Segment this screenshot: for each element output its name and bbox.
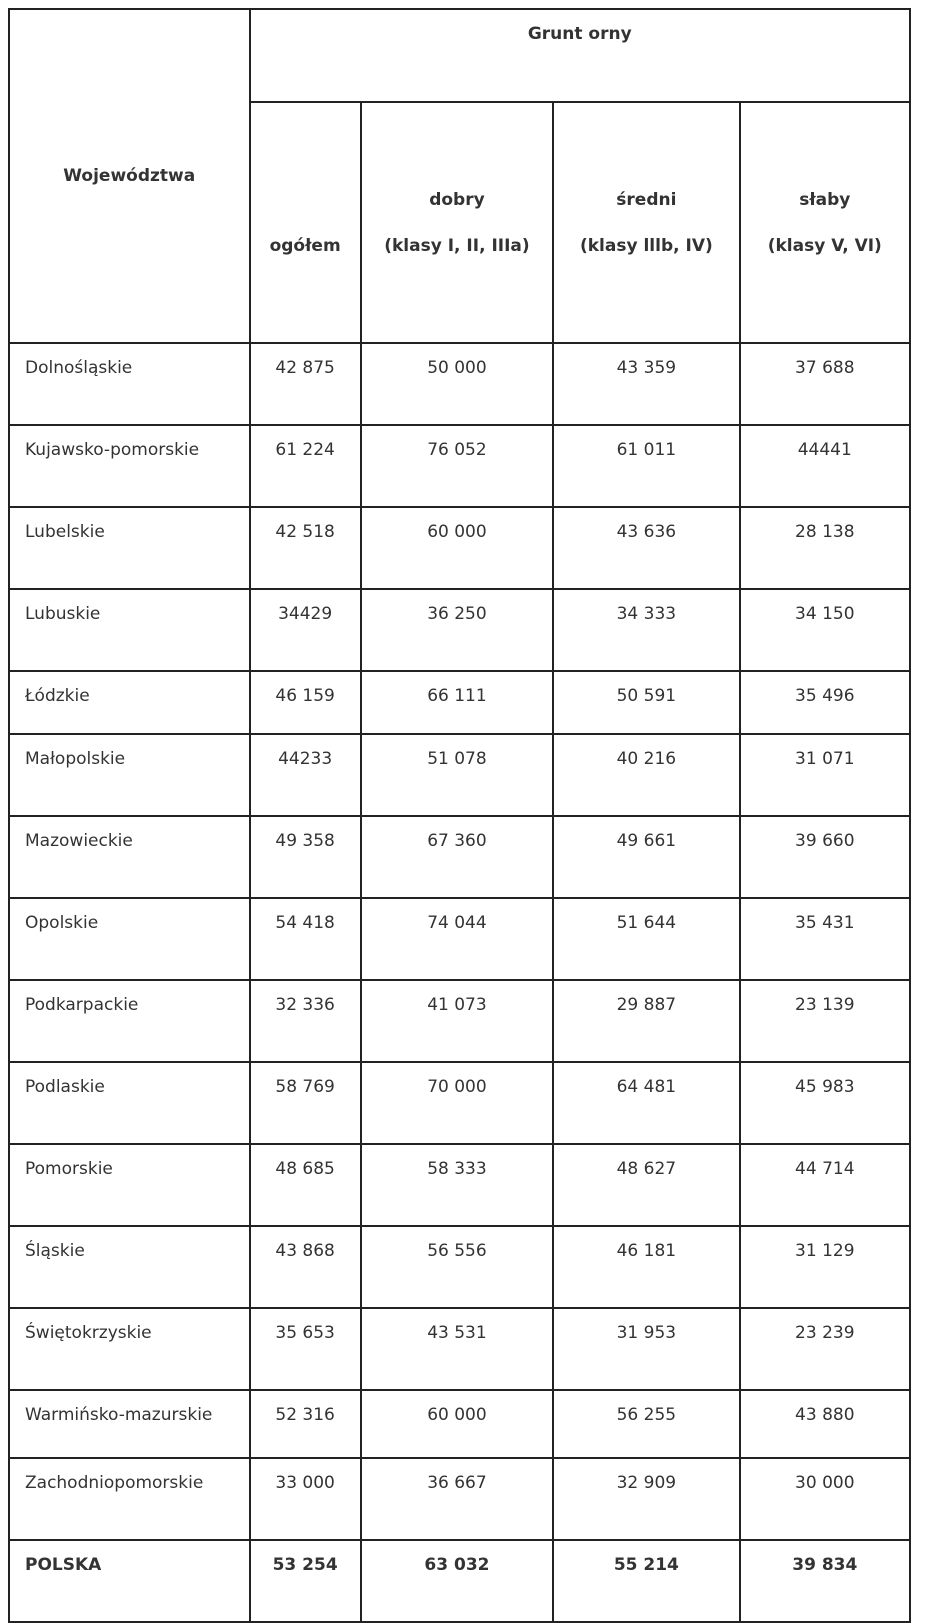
medium-price-cell: 48 627: [553, 1144, 739, 1226]
medium-header-line2: (klasy lllb, IV): [579, 235, 713, 256]
good-header: [361, 102, 553, 343]
medium-price-cell: 34 333: [553, 589, 739, 671]
table-row: [9, 1144, 910, 1226]
weak-price-cell: 39 834: [740, 1540, 910, 1622]
table-row: [9, 507, 910, 589]
table-row: [9, 1390, 910, 1458]
region-name-cell: POLSKA: [9, 1540, 250, 1622]
good-price-cell: 43 531: [361, 1308, 553, 1390]
total-price-cell: 49 358: [250, 816, 361, 898]
total-price-cell: 42 875: [250, 343, 361, 425]
table-row: [9, 980, 910, 1062]
region-name-cell: Podkarpackie: [9, 980, 250, 1062]
weak-price-cell: 43 880: [740, 1390, 910, 1458]
region-name-cell: Warmińsko-mazurskie: [9, 1390, 250, 1458]
medium-price-cell: 64 481: [553, 1062, 739, 1144]
medium-price-cell: 46 181: [553, 1226, 739, 1308]
good-price-cell: 63 032: [361, 1540, 553, 1622]
good-price-cell: 50 000: [361, 343, 553, 425]
table-row: [9, 589, 910, 671]
region-name-cell: Podlaskie: [9, 1062, 250, 1144]
total-price-cell: 52 316: [250, 1390, 361, 1458]
medium-price-cell: 29 887: [553, 980, 739, 1062]
weak-price-cell: 28 138: [740, 507, 910, 589]
medium-price-cell: 49 661: [553, 816, 739, 898]
good-price-cell: 67 360: [361, 816, 553, 898]
good-price-cell: 51 078: [361, 734, 553, 816]
good-header-line2: (klasy I, II, IIIa): [384, 235, 530, 256]
region-name-cell: Zachodniopomorskie: [9, 1458, 250, 1540]
good-price-cell: 60 000: [361, 507, 553, 589]
weak-price-cell: 37 688: [740, 343, 910, 425]
weak-price-cell: 35 496: [740, 671, 910, 734]
region-name-cell: Dolnośląskie: [9, 343, 250, 425]
medium-header-line1: średni: [616, 189, 677, 210]
table-row: [9, 816, 910, 898]
good-price-cell: 56 556: [361, 1226, 553, 1308]
medium-price-cell: 32 909: [553, 1458, 739, 1540]
medium-price-cell: 43 359: [553, 343, 739, 425]
total-price-cell: 54 418: [250, 898, 361, 980]
good-price-cell: 74 044: [361, 898, 553, 980]
weak-price-cell: 31 129: [740, 1226, 910, 1308]
good-price-cell: 58 333: [361, 1144, 553, 1226]
region-name-cell: Lubuskie: [9, 589, 250, 671]
weak-header: [740, 102, 910, 343]
table-row: [9, 734, 910, 816]
good-price-cell: 70 000: [361, 1062, 553, 1144]
total-price-cell: 48 685: [250, 1144, 361, 1226]
region-name-cell: Opolskie: [9, 898, 250, 980]
table-row: [9, 671, 910, 734]
total-price-cell: 42 518: [250, 507, 361, 589]
medium-price-cell: 40 216: [553, 734, 739, 816]
medium-price-cell: 51 644: [553, 898, 739, 980]
weak-price-cell: 31 071: [740, 734, 910, 816]
medium-price-cell: 43 636: [553, 507, 739, 589]
total-price-cell: 44233: [250, 734, 361, 816]
region-name-cell: Lubelskie: [9, 507, 250, 589]
total-price-cell: 35 653: [250, 1308, 361, 1390]
good-price-cell: 41 073: [361, 980, 553, 1062]
total-price-cell: 33 000: [250, 1458, 361, 1540]
table-row: [9, 1062, 910, 1144]
medium-price-cell: 55 214: [553, 1540, 739, 1622]
medium-price-cell: 61 011: [553, 425, 739, 507]
weak-header-line2: (klasy V, VI): [767, 235, 882, 256]
region-name-cell: Świętokrzyskie: [9, 1308, 250, 1390]
table-row: [9, 1458, 910, 1540]
region-name-cell: Łódzkie: [9, 671, 250, 734]
table-row: [9, 1308, 910, 1390]
total-price-cell: 34429: [250, 589, 361, 671]
land-price-table: [8, 8, 911, 1623]
region-name-cell: Mazowieckie: [9, 816, 250, 898]
medium-price-cell: 50 591: [553, 671, 739, 734]
total-price-cell: 58 769: [250, 1062, 361, 1144]
total-row: [9, 1540, 910, 1622]
table-row: [9, 343, 910, 425]
weak-price-cell: 34 150: [740, 589, 910, 671]
weak-price-cell: 23 139: [740, 980, 910, 1062]
weak-price-cell: 23 239: [740, 1308, 910, 1390]
total-price-cell: 32 336: [250, 980, 361, 1062]
arable-land-header: Grunt orny: [250, 9, 910, 102]
medium-price-cell: 56 255: [553, 1390, 739, 1458]
good-price-cell: 60 000: [361, 1390, 553, 1458]
good-header-line1: dobry: [429, 189, 485, 210]
weak-price-cell: 45 983: [740, 1062, 910, 1144]
weak-price-cell: 30 000: [740, 1458, 910, 1540]
total-price-cell: 46 159: [250, 671, 361, 734]
total-price-cell: 61 224: [250, 425, 361, 507]
good-price-cell: 36 250: [361, 589, 553, 671]
region-name-cell: Kujawsko-pomorskie: [9, 425, 250, 507]
medium-header: [553, 102, 739, 343]
weak-price-cell: 39 660: [740, 816, 910, 898]
region-name-cell: Małopolskie: [9, 734, 250, 816]
weak-price-cell: 44441: [740, 425, 910, 507]
weak-price-cell: 35 431: [740, 898, 910, 980]
medium-price-cell: 31 953: [553, 1308, 739, 1390]
region-header: Województwa: [9, 9, 250, 343]
region-name-cell: Pomorskie: [9, 1144, 250, 1226]
table-row: [9, 1226, 910, 1308]
weak-header-line1: słaby: [799, 189, 851, 210]
weak-price-cell: 44 714: [740, 1144, 910, 1226]
total-header: ogółem: [250, 102, 361, 343]
total-price-cell: 43 868: [250, 1226, 361, 1308]
table-row: [9, 898, 910, 980]
table-body: [9, 343, 910, 1622]
region-name-cell: Śląskie: [9, 1226, 250, 1308]
good-price-cell: 66 111: [361, 671, 553, 734]
table-row: [9, 425, 910, 507]
total-price-cell: 53 254: [250, 1540, 361, 1622]
good-price-cell: 36 667: [361, 1458, 553, 1540]
good-price-cell: 76 052: [361, 425, 553, 507]
